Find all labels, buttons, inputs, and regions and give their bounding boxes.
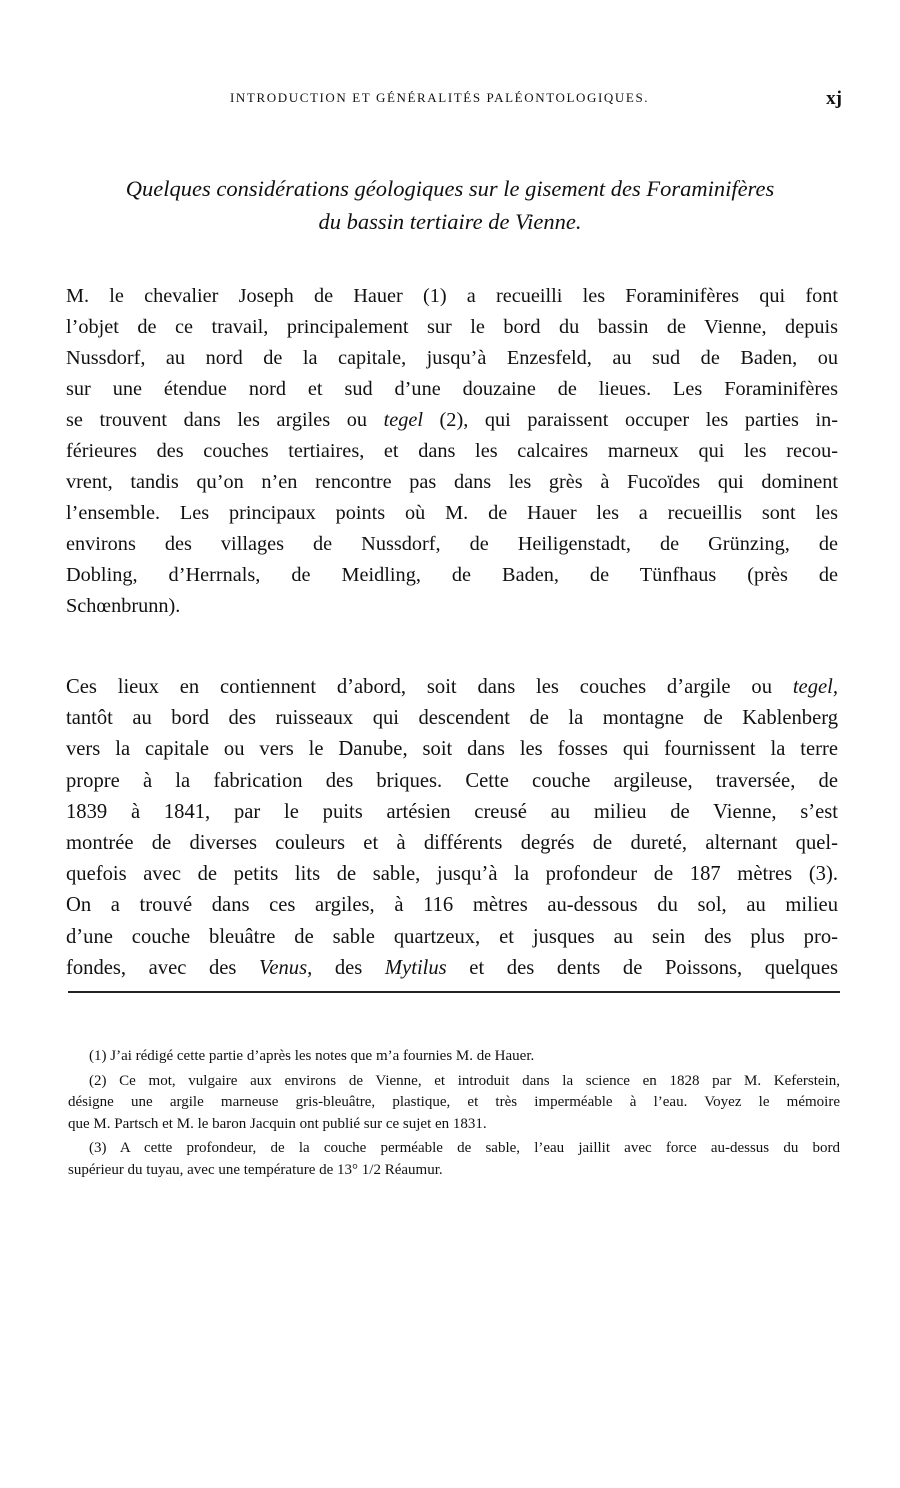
footnote-line: (1) J’ai rédigé cette partie d’après les notes que m’a fournies M. de Hauer. bbox=[89, 1048, 535, 1064]
text-line: l’ensemble. Les principaux points où M. de Hauer les a recueillis sont les bbox=[66, 502, 838, 524]
page-number: xj bbox=[826, 88, 842, 109]
text-span: fondes, avec des bbox=[66, 956, 260, 979]
footnote-line: que M. Partsch et M. le baron Jacquin ont publié sur ce sujet en 1831. bbox=[68, 1115, 487, 1132]
page-header bbox=[230, 88, 842, 114]
paragraph bbox=[66, 281, 838, 622]
text-line: Schœnbrunn). bbox=[66, 595, 181, 617]
running-head: INTRODUCTION ET GÉNÉRALITÉS PALÉONTOLOGIQUES. bbox=[230, 90, 650, 105]
section-title-line: Quelques considérations géologiques sur le gisement des Foraminifères bbox=[125, 176, 775, 201]
text-line: environs des villages de Nussdorf, de Heiligenstadt, de Grünzing, de bbox=[66, 533, 838, 555]
text-line: Dobling, d’Herrnals, de Meidling, de Baden, de Tünfhaus (près de bbox=[66, 564, 838, 586]
paragraph bbox=[66, 672, 838, 984]
text-line: tantôt au bord des ruisseaux qui descendent de la montagne de Kablenberg bbox=[66, 707, 838, 730]
italic-term: Mytilus bbox=[384, 956, 447, 979]
text-line: propre à la fabrication des briques. Cette couche argileuse, traversée, de bbox=[66, 769, 838, 792]
footnote-line: supérieur du tuyau, avec une température de 13° 1/2 Réaumur. bbox=[68, 1161, 443, 1178]
text-line: sur une étendue nord et sud d’une douzaine de lieues. Les Foraminifères bbox=[66, 378, 838, 400]
footnote-line: (2) Ce mot, vulgaire aux environs de Vienne, et introduit dans la science en 1828 par M. Keferstein, bbox=[89, 1072, 840, 1089]
text-line: d’une couche bleuâtre de sable quartzeux, et jusques au sein des plus pro- bbox=[66, 925, 838, 948]
text-line: montrée de diverses couleurs et à différents degrés de dureté, alternant quel- bbox=[66, 831, 838, 854]
text-line: vers la capitale ou vers le Danube, soit dans les fosses qui fournissent la terre bbox=[66, 738, 838, 761]
text-line: férieures des couches tertiaires, et dans les calcaires marneux qui les recou- bbox=[66, 440, 838, 462]
text-span: et des dents de Poissons, quelques bbox=[446, 956, 839, 979]
text-line: On a trouvé dans ces argiles, à 116 mètres au-dessous du sol, au milieu bbox=[66, 894, 838, 917]
text-line: vrent, tandis qu’on n’en rencontre pas dans les grès à Fucoïdes qui dominent bbox=[66, 471, 838, 493]
footnotes bbox=[68, 1046, 840, 1184]
footnote bbox=[68, 1046, 840, 1068]
text-span: (2), qui paraissent occuper les parties in- bbox=[422, 409, 838, 431]
text-line bbox=[66, 405, 838, 436]
text-line: M. le chevalier Joseph de Hauer (1) a recueilli les Foraminifères qui font bbox=[66, 285, 838, 307]
footnote bbox=[68, 1138, 840, 1181]
italic-term: tegel, bbox=[792, 676, 838, 698]
text-span: des bbox=[312, 956, 385, 979]
text-line: 1839 à 1841, par le puits artésien creusé au milieu de Vienne, s’est bbox=[66, 800, 838, 823]
text-line bbox=[66, 953, 838, 984]
footnote bbox=[68, 1071, 840, 1136]
text-span: se trouvent dans les argiles ou bbox=[66, 409, 384, 431]
section-title bbox=[60, 172, 840, 238]
footnote-line: (3) A cette profondeur, de la couche perméable de sable, l’eau jaillit avec force au-dessus du bord bbox=[89, 1140, 840, 1156]
section-title-line: du bassin tertiaire de Vienne. bbox=[318, 209, 582, 234]
text-line: l’objet de ce travail, principalement sur le bord du bassin de Vienne, depuis bbox=[66, 316, 838, 338]
text-line bbox=[66, 672, 838, 703]
footnote-divider bbox=[68, 991, 840, 993]
text-line: quefois avec de petits lits de sable, jusqu’à la profondeur de 187 mètres (3). bbox=[66, 863, 838, 886]
text-span: Ces lieux en contiennent d’abord, soit dans les couches d’argile ou bbox=[66, 676, 793, 698]
italic-term: Venus, bbox=[259, 956, 313, 979]
footnote-line: désigne une argile marneuse gris-bleuâtre, plastique, et très imperméable à l’eau. Voyez le mémoire bbox=[68, 1094, 840, 1110]
italic-term: tegel bbox=[383, 409, 423, 431]
text-line: Nussdorf, au nord de la capitale, jusqu’à Enzesfeld, au sud de Baden, ou bbox=[66, 347, 838, 369]
